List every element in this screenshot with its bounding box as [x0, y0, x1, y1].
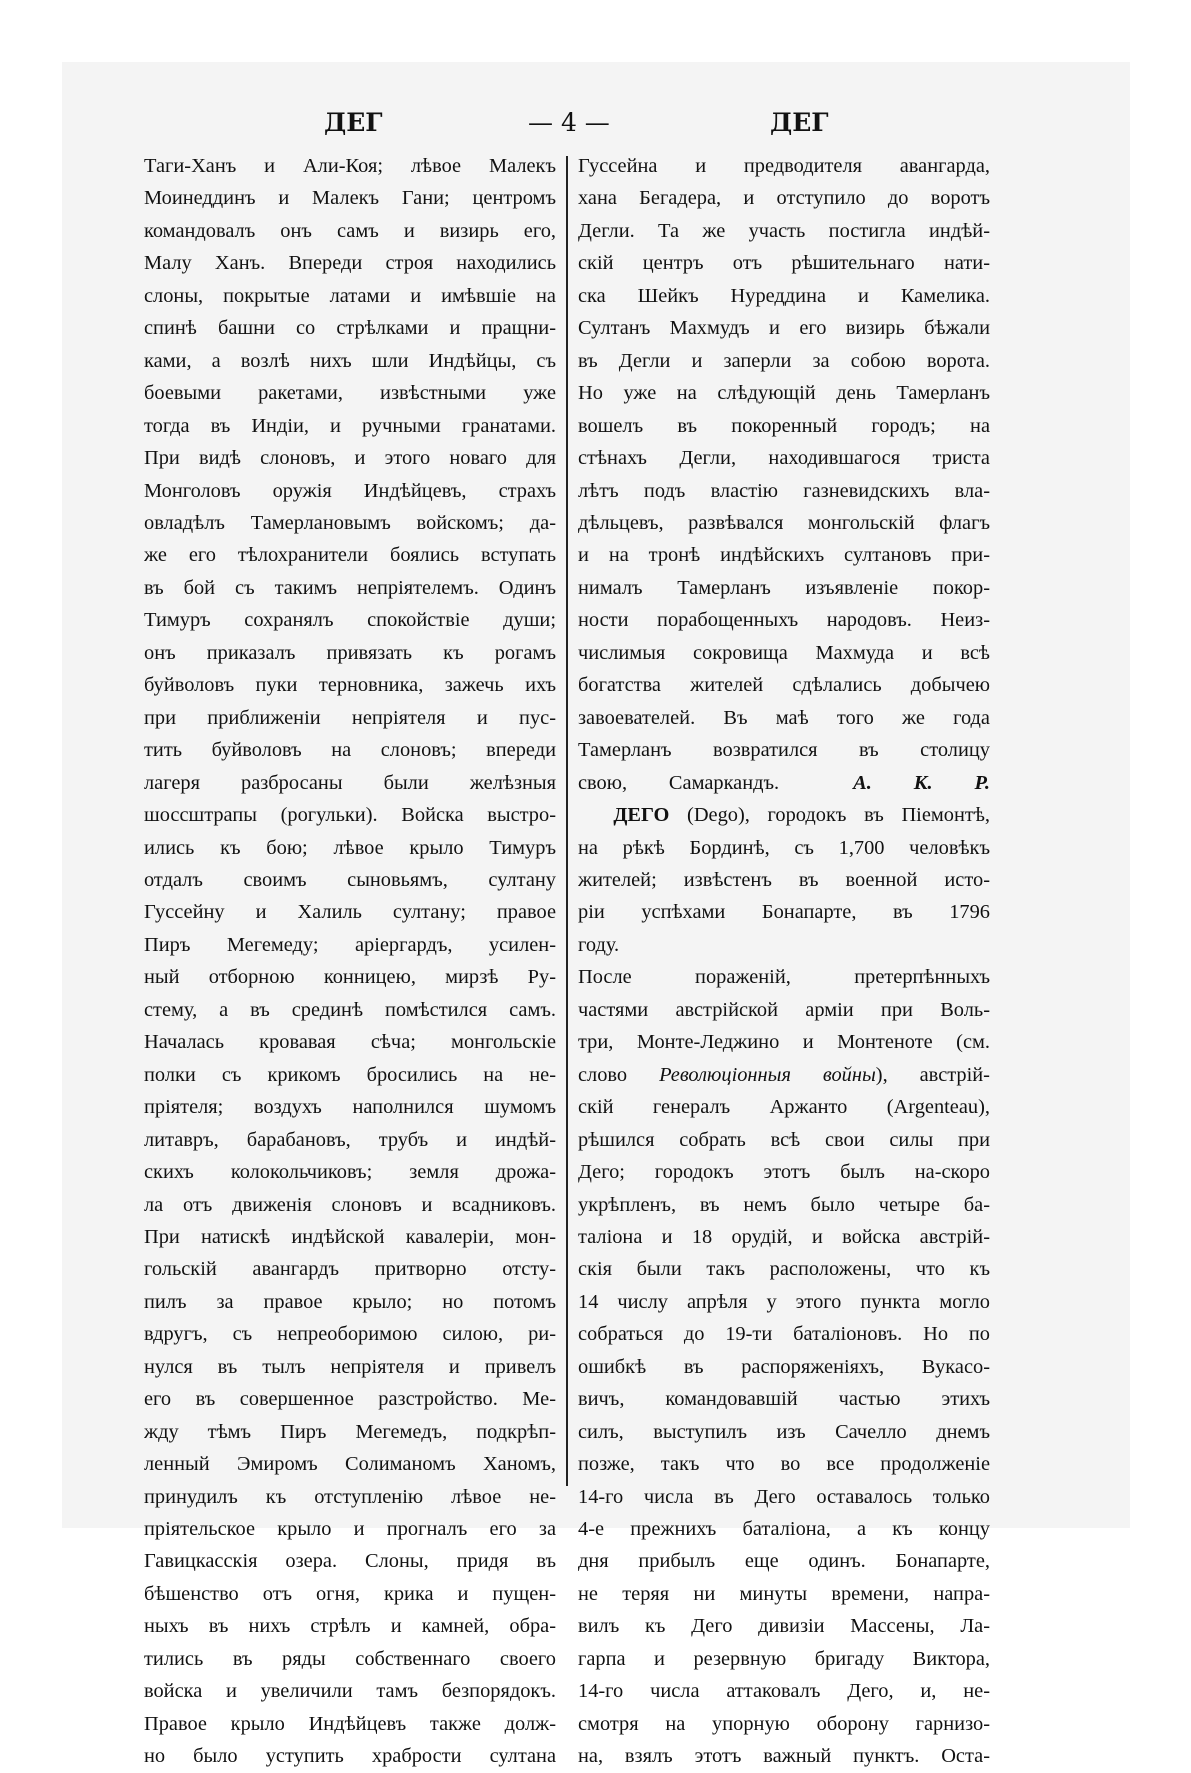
- text-line: нулся въ тылъ непріятеля и привелъ: [144, 1355, 556, 1378]
- text-line: командовалъ онъ самъ и визирь его,: [144, 219, 556, 242]
- text-line: таліона и 18 орудій, и войска австрій-: [578, 1225, 990, 1248]
- text-line: ошибкѣ въ распоряженіяхъ, Вукасо-: [578, 1355, 990, 1378]
- text-line: силъ, выступилъ изъ Сачелло днемъ: [578, 1420, 990, 1443]
- text-line: дѣльцевъ, развѣвался монгольскій флагъ: [578, 511, 990, 534]
- text-line: укрѣпленъ, въ немъ было четыре ба-: [578, 1193, 990, 1216]
- text-line: Правое крыло Индѣйцевъ также долж-: [144, 1712, 556, 1735]
- text-line: рѣшился собрать всѣ свои силы при: [578, 1128, 990, 1151]
- text-line: и на тронѣ индѣйскихъ султановъ при-: [578, 544, 990, 567]
- text-line: вичъ, командовавшій частью этихъ: [578, 1388, 990, 1411]
- text-line: стѣнахъ Дегли, находившагося триста: [578, 447, 990, 470]
- text-line: нималъ Тамерланъ изъявленіе покор-: [578, 576, 990, 599]
- text-line: ла отъ движенія слоновъ и всадниковъ.: [144, 1193, 556, 1216]
- text-line: вдругъ, съ непреоборимою силою, ри-: [144, 1323, 556, 1346]
- text-line: При видѣ слоновъ, и этого новаго для: [144, 447, 556, 470]
- text-line: ныхъ въ нихъ стрѣлъ и камней, обра-: [144, 1615, 556, 1638]
- right-column: [578, 150, 990, 1773]
- text-line: три, Монте-Леджино и Монтеноте (см.: [578, 1031, 990, 1054]
- cross-reference: Революціонныя войны: [659, 1063, 876, 1086]
- text-line: Тамерланъ возвратился въ столицу: [578, 739, 990, 762]
- text-line: Султанъ Махмудъ и его визирь бѣжали: [578, 317, 990, 340]
- running-header: [0, 108, 1191, 144]
- text-line: Таги-Ханъ и Али-Коя; лѣвое Малекъ: [144, 155, 556, 177]
- text-line: числимыя сокровища Махмуда и всѣ: [578, 641, 990, 664]
- text-line: Малу Ханъ. Впереди строя находились: [144, 252, 556, 275]
- text-line: скій центръ отъ рѣшительнаго нати-: [578, 252, 990, 275]
- text-line: не теряя ни минуты времени, напра-: [578, 1582, 990, 1605]
- text-line: пріятельское крыло и прогналъ его за: [144, 1518, 556, 1541]
- text-line: ріи успѣхами Бонапарте, въ 1796: [578, 901, 990, 924]
- text-line: принудилъ къ отступленію лѣвое не-: [144, 1485, 556, 1508]
- text-line: спинѣ башни со стрѣлками и пращни-: [144, 317, 556, 340]
- left-column: [144, 150, 556, 1773]
- text-line: полки съ крикомъ бросились на не-: [144, 1063, 556, 1086]
- column-divider: [566, 156, 568, 1486]
- entry-heading-line: [578, 799, 990, 831]
- text-line: году.: [578, 933, 620, 956]
- text-line: ками, а возлѣ нихъ шли Индѣйцы, съ: [144, 349, 556, 372]
- header-right-word: ДЕГ: [770, 108, 829, 137]
- entry-body-continued: [578, 1091, 990, 1773]
- text-line: скихъ колокольчиковъ; земля дрожа-: [144, 1161, 556, 1184]
- text-line: [578, 1059, 990, 1091]
- text-line: Тимуръ сохранялъ спокойствіе души;: [144, 609, 556, 632]
- text-line: шоссштрапы (рогульки). Войска выстро-: [144, 804, 556, 827]
- page-number: — 4 —: [528, 108, 610, 137]
- text-line: Гавицкасскія озера. Слоны, придя въ: [144, 1550, 556, 1573]
- text-line: боевыми ракетами, извѣстными уже: [144, 382, 556, 405]
- text-line: Моинеддинъ и Малекъ Гани; центромъ: [144, 187, 556, 210]
- text-line: его въ совершенное разстройство. Ме-: [144, 1388, 556, 1411]
- text-line: Дего; городокъ этотъ былъ на-скоро: [578, 1161, 990, 1184]
- text-line: но было уступить храбрости султана: [144, 1745, 556, 1768]
- text-line: скія были такъ расположены, что къ: [578, 1258, 990, 1281]
- entry-body: [578, 832, 990, 1059]
- text-line: Монголовъ оружія Индѣйцевъ, страхъ: [144, 479, 556, 502]
- text-line: отдалъ своимъ сыновьямъ, султану: [144, 868, 556, 891]
- text-line: на рѣкѣ Бординѣ, съ 1,700 человѣкъ: [578, 836, 990, 859]
- text-line: Но уже на слѣдующій день Тамерланъ: [578, 382, 990, 405]
- author-signature: А. К. Р.: [853, 771, 990, 794]
- text-line: лѣтъ подъ властію газневидскихъ вла-: [578, 479, 990, 502]
- text-line: лагеря разбросаны были желѣзныя: [144, 771, 556, 794]
- text-line: же его тѣлохранители боялись вступать: [144, 544, 556, 567]
- text-line: Дегли. Та же участь постигла индѣй-: [578, 219, 990, 242]
- text-line: ленный Эмиромъ Солиманомъ Ханомъ,: [144, 1453, 556, 1476]
- text-line: онъ приказалъ привязать къ рогамъ: [144, 641, 556, 664]
- text-line: тились въ ряды собственнаго своего: [144, 1647, 556, 1670]
- text-line: войска и увеличили тамъ безпорядокъ.: [144, 1680, 556, 1703]
- text-line: скій генералъ Аржанто (Argenteau),: [578, 1096, 990, 1119]
- text-line: жителей; извѣстенъ въ военной исто-: [578, 868, 990, 891]
- text-line: Гуссейна и предводителя авангарда,: [578, 155, 990, 177]
- text-line: дня прибылъ еще одинъ. Бонапарте,: [578, 1550, 990, 1573]
- text-line: 4-е прежнихъ баталіона, а къ концу: [578, 1518, 990, 1541]
- text-line: Началась кровавая сѣча; монгольскіе: [144, 1031, 556, 1054]
- text-line: 14-го числа въ Дего оставалось только: [578, 1485, 990, 1508]
- header-left-word: ДЕГ: [324, 108, 383, 137]
- text-line: тогда въ Индіи, и ручными гранатами.: [144, 414, 556, 437]
- text-line: завоевателей. Въ маѣ того же года: [578, 706, 990, 729]
- text-line: 14-го числа аттаковалъ Дего, и, не-: [578, 1680, 990, 1703]
- text-line: на, взялъ этотъ важный пунктъ. Оста-: [578, 1745, 990, 1768]
- text-line: при приближеніи непріятеля и пус-: [144, 706, 556, 729]
- text-line: стему, а въ срединѣ помѣстился самъ.: [144, 998, 556, 1021]
- ref-prefix: слово: [578, 1063, 628, 1086]
- text-line: гольскій авангардъ притворно отсту-: [144, 1258, 556, 1281]
- text-line: овладѣлъ Тамерлановымъ войскомъ; да-: [144, 511, 556, 534]
- text-line: пріятеля; воздухъ наполнился шумомъ: [144, 1096, 556, 1119]
- text-line: гарпа и резервную бригаду Виктора,: [578, 1647, 990, 1670]
- ref-suffix: ), австрій-: [875, 1063, 990, 1086]
- text-line: въ бой съ такимъ непріятелемъ. Одинъ: [144, 576, 556, 599]
- text-line: ный отборною конницею, мирзѣ Ру-: [144, 966, 556, 989]
- text-line: [578, 767, 990, 799]
- text-line: ности порабощенныхъ народовъ. Неиз-: [578, 609, 990, 632]
- text-line: въ Дегли и заперли за собою ворота.: [578, 349, 990, 372]
- text-line: литавръ, барабановъ, трубъ и индѣй-: [144, 1128, 556, 1151]
- text-line: буйволовъ пуки терновника, зажечь ихъ: [144, 674, 556, 697]
- text-line: слоны, покрытые латами и имѣвшіе на: [144, 284, 556, 307]
- text-line: После пораженій, претерпѣнныхъ: [578, 966, 990, 989]
- text-line: Гуссейну и Халиль султану; правое: [144, 901, 556, 924]
- text-line: хана Бегадера, и отступило до воротъ: [578, 187, 990, 210]
- text-line: ска Шейкъ Нуреддина и Камелика.: [578, 284, 990, 307]
- text-line: богатства жителей сдѣлались добычею: [578, 674, 990, 697]
- right-column-continuation: [578, 150, 990, 767]
- text-line: вошелъ въ покоренный городъ; на: [578, 414, 990, 437]
- text-line: собраться до 19-ти баталіоновъ. Но по: [578, 1323, 990, 1346]
- text-line: пилъ за правое крыло; но потомъ: [144, 1290, 556, 1313]
- entry-term: ДЕГО: [613, 804, 670, 827]
- text-line: позже, такъ что во все продолженіе: [578, 1453, 990, 1476]
- text-line: смотря на упорную оборону гарнизо-: [578, 1712, 990, 1735]
- text-line: жду тѣмъ Пиръ Мегемедъ, подкрѣп-: [144, 1420, 556, 1443]
- text-line: Пиръ Мегемеду; аріергардъ, усилен-: [144, 933, 556, 956]
- text-line: ились къ бою; лѣвое крыло Тимуръ: [144, 836, 556, 859]
- line-text: свою, Самаркандъ.: [578, 771, 780, 794]
- text-line: 14 числу апрѣля у этого пункта могло: [578, 1290, 990, 1313]
- text-line: тить буйволовъ на слоновъ; впереди: [144, 739, 556, 762]
- entry-first-line: (Dego), городокъ въ Піемонтѣ,: [687, 804, 990, 827]
- text-line: частями австрійской арміи при Воль-: [578, 998, 990, 1021]
- text-line: При натискѣ индѣйской кавалеріи, мон-: [144, 1225, 556, 1248]
- text-line: бѣшенство отъ огня, крика и пущен-: [144, 1582, 556, 1605]
- text-line: вилъ къ Дего дивизіи Массены, Ла-: [578, 1615, 990, 1638]
